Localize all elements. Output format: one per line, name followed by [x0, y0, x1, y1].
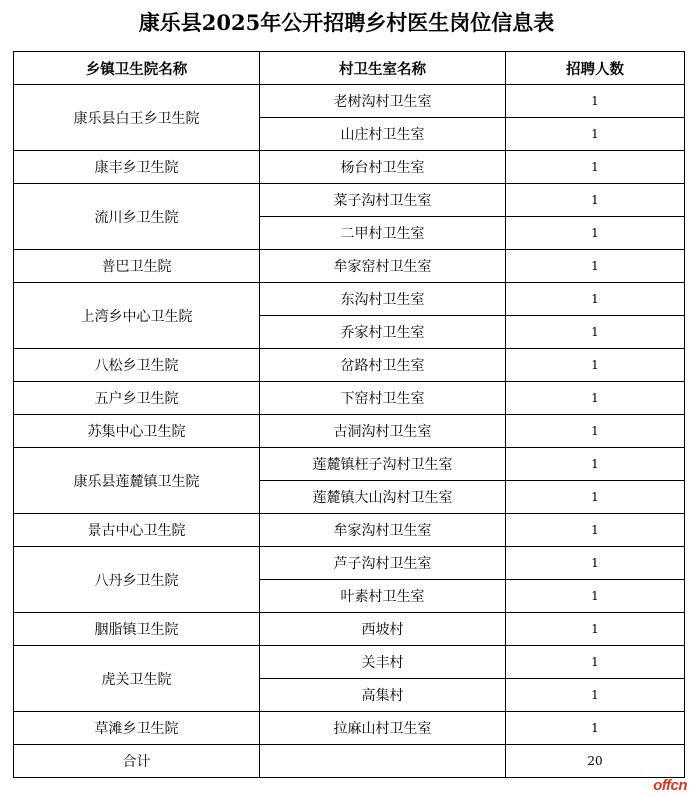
recruit-count-cell: 1	[506, 184, 685, 217]
clinic-name-cell: 芦子沟村卫生室	[260, 547, 506, 580]
table-row	[14, 613, 685, 646]
recruit-count-cell: 1	[506, 613, 685, 646]
table-row	[14, 514, 685, 547]
hospital-name-cell: 流川乡卫生院	[14, 184, 260, 250]
recruit-count-cell: 1	[506, 646, 685, 679]
clinic-name-cell: 高集村	[260, 679, 506, 712]
recruit-count-cell: 1	[506, 316, 685, 349]
hospital-name-cell: 苏集中心卫生院	[14, 415, 260, 448]
table-row	[14, 646, 685, 679]
table-row	[14, 151, 685, 184]
table-row	[14, 85, 685, 118]
header-row	[14, 52, 685, 85]
hospital-name-cell: 虎关卫生院	[14, 646, 260, 712]
recruit-count-cell: 1	[506, 118, 685, 151]
total-row	[14, 745, 685, 778]
recruit-count-cell: 1	[506, 349, 685, 382]
recruit-count-cell: 1	[506, 481, 685, 514]
recruit-count-cell: 1	[506, 679, 685, 712]
hospital-name-cell: 康乐县白王乡卫生院	[14, 85, 260, 151]
offcn-watermark-logo: offcn	[653, 777, 687, 794]
recruit-count-cell: 1	[506, 712, 685, 745]
clinic-name-cell: 莲麓镇枉子沟村卫生室	[260, 448, 506, 481]
hospital-name-cell: 景古中心卫生院	[14, 514, 260, 547]
hospital-name-cell: 普巴卫生院	[14, 250, 260, 283]
table-footer	[14, 745, 685, 778]
table-row	[14, 184, 685, 217]
hospital-name-cell: 康丰乡卫生院	[14, 151, 260, 184]
total-count: 20	[506, 745, 685, 778]
clinic-name-cell: 牟家沟村卫生室	[260, 514, 506, 547]
clinic-name-cell: 杨台村卫生室	[260, 151, 506, 184]
hospital-name-cell: 胭脂镇卫生院	[14, 613, 260, 646]
recruit-count-cell: 1	[506, 283, 685, 316]
recruit-count-cell: 1	[506, 448, 685, 481]
hospital-name-cell: 五户乡卫生院	[14, 382, 260, 415]
total-clinic-cell	[260, 745, 506, 778]
table-row	[14, 712, 685, 745]
table-row	[14, 448, 685, 481]
hospital-name-cell: 草滩乡卫生院	[14, 712, 260, 745]
column-header-count: 招聘人数	[506, 52, 685, 85]
recruit-count-cell: 1	[506, 151, 685, 184]
hospital-name-cell: 八松乡卫生院	[14, 349, 260, 382]
recruit-count-cell: 1	[506, 547, 685, 580]
clinic-name-cell: 叶素村卫生室	[260, 580, 506, 613]
table-row	[14, 547, 685, 580]
recruit-count-cell: 1	[506, 85, 685, 118]
recruitment-table	[13, 51, 685, 778]
clinic-name-cell: 二甲村卫生室	[260, 217, 506, 250]
column-header-clinic: 村卫生室名称	[260, 52, 506, 85]
clinic-name-cell: 菜子沟村卫生室	[260, 184, 506, 217]
recruit-count-cell: 1	[506, 217, 685, 250]
clinic-name-cell: 岔路村卫生室	[260, 349, 506, 382]
table-row	[14, 250, 685, 283]
hospital-name-cell: 上湾乡中心卫生院	[14, 283, 260, 349]
clinic-name-cell: 山庄村卫生室	[260, 118, 506, 151]
recruit-count-cell: 1	[506, 580, 685, 613]
table-row	[14, 382, 685, 415]
total-label: 合计	[14, 745, 260, 778]
table-row	[14, 283, 685, 316]
clinic-name-cell: 乔家村卫生室	[260, 316, 506, 349]
recruit-count-cell: 1	[506, 250, 685, 283]
clinic-name-cell: 西坡村	[260, 613, 506, 646]
recruit-count-cell: 1	[506, 415, 685, 448]
table-row	[14, 415, 685, 448]
clinic-name-cell: 莲麓镇大山沟村卫生室	[260, 481, 506, 514]
hospital-name-cell: 八丹乡卫生院	[14, 547, 260, 613]
recruit-count-cell: 1	[506, 382, 685, 415]
recruit-count-cell: 1	[506, 514, 685, 547]
clinic-name-cell: 拉麻山村卫生室	[260, 712, 506, 745]
table-body	[14, 85, 685, 745]
page-title: 康乐县2025年公开招聘乡村医生岗位信息表	[138, 10, 555, 35]
clinic-name-cell: 东沟村卫生室	[260, 283, 506, 316]
clinic-name-cell: 牟家窑村卫生室	[260, 250, 506, 283]
hospital-name-cell: 康乐县莲麓镇卫生院	[14, 448, 260, 514]
clinic-name-cell: 古洞沟村卫生室	[260, 415, 506, 448]
clinic-name-cell: 关丰村	[260, 646, 506, 679]
clinic-name-cell: 老树沟村卫生室	[260, 85, 506, 118]
table-header	[14, 52, 685, 85]
clinic-name-cell: 下窑村卫生室	[260, 382, 506, 415]
column-header-hospital: 乡镇卫生院名称	[14, 52, 260, 85]
table-row	[14, 349, 685, 382]
